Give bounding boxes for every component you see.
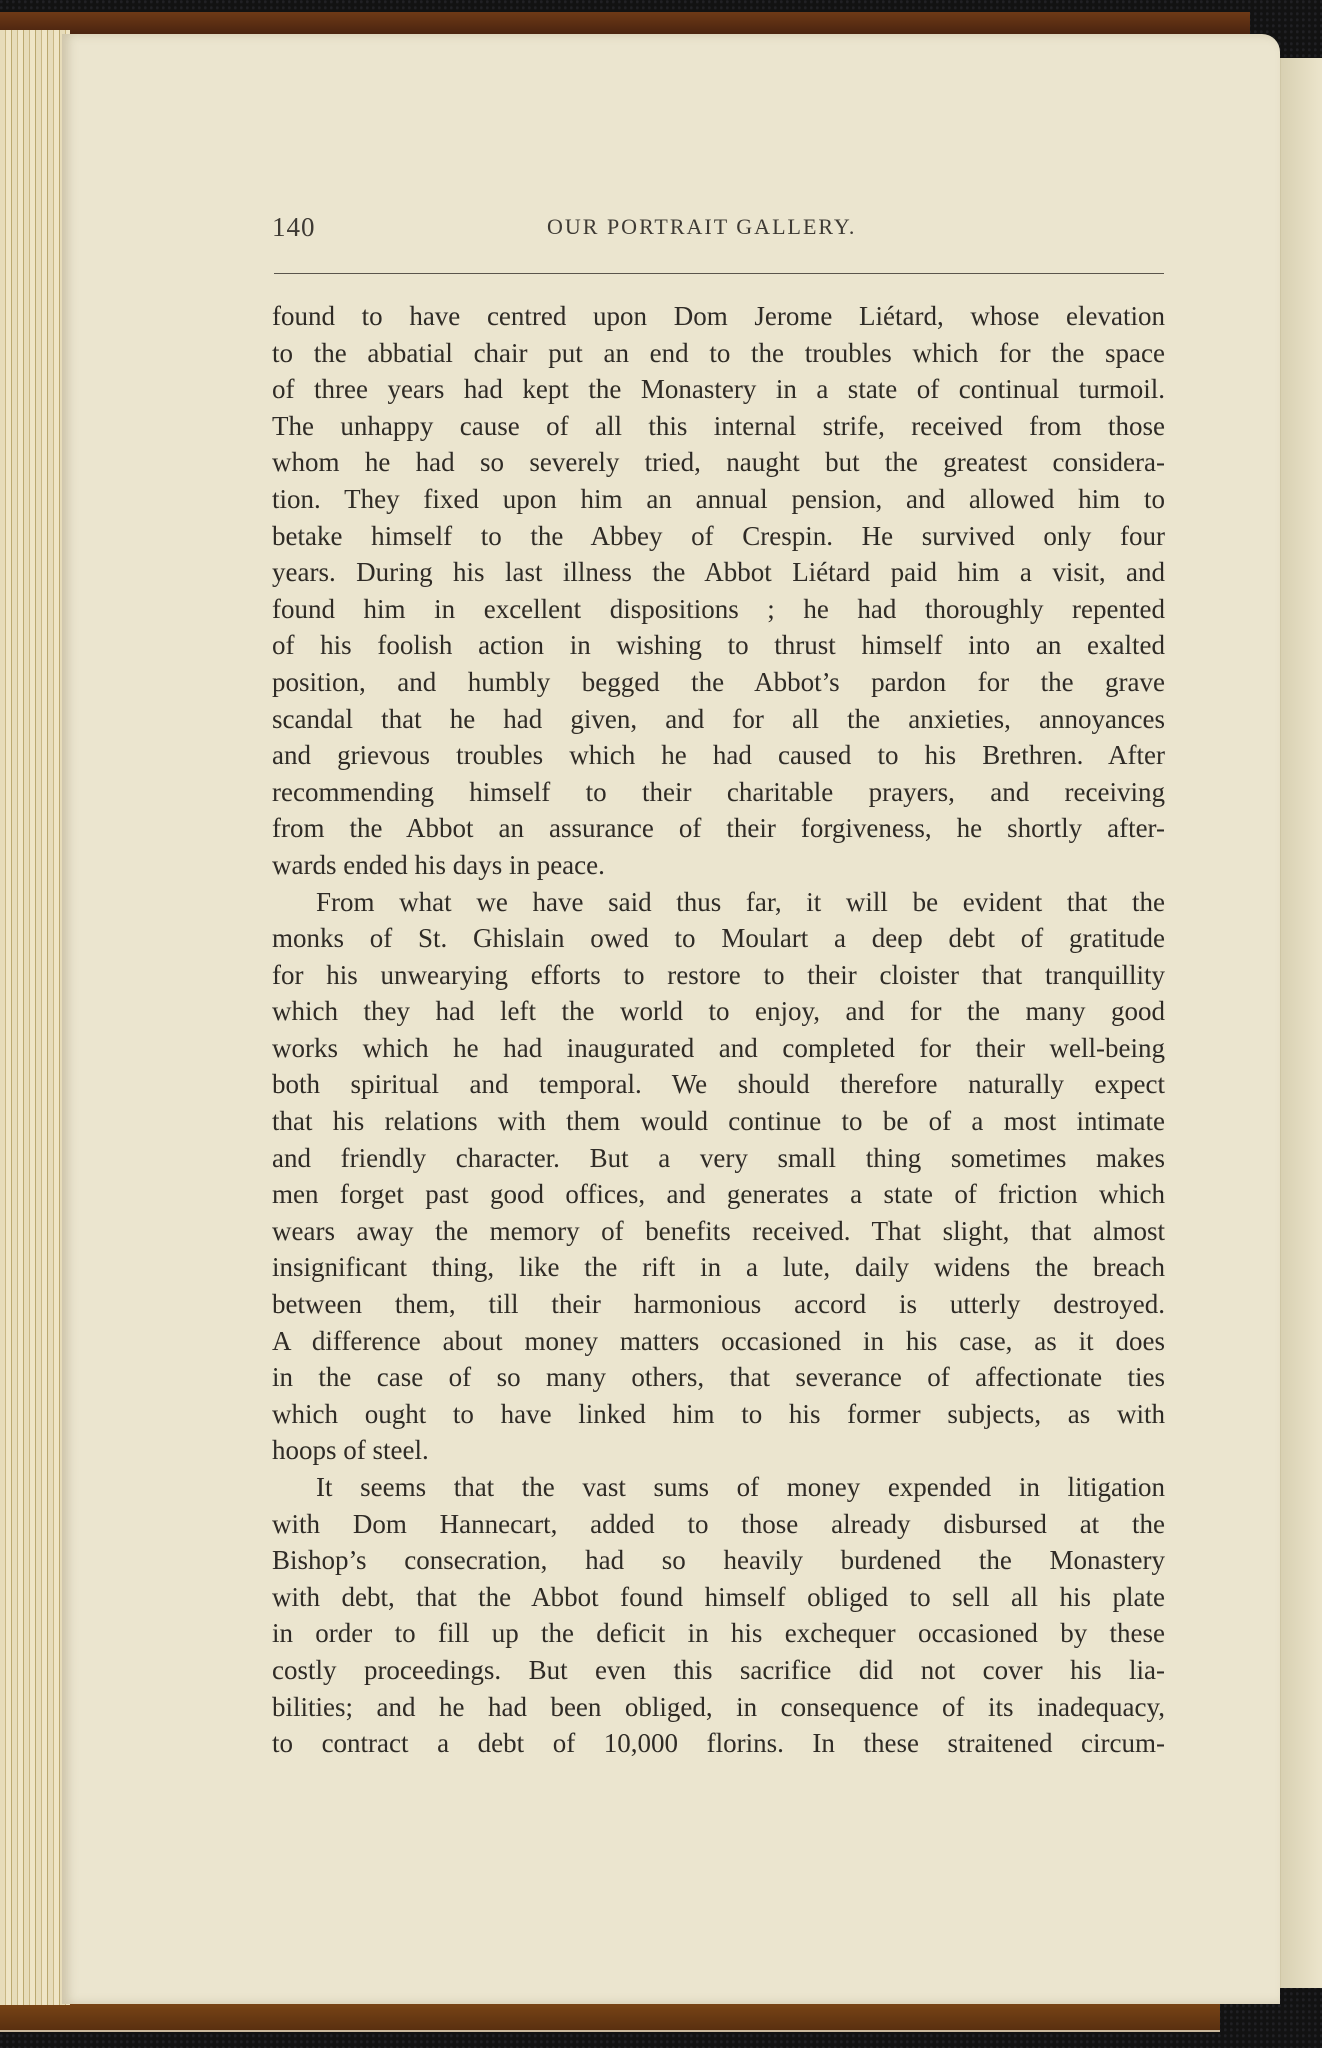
text-line: tion. They fixed upon him an annual pension, and allowed him to xyxy=(272,483,1165,514)
paragraph xyxy=(272,1469,1165,1762)
text-line: wards ended his days in peace. xyxy=(272,849,605,880)
book-cover-top-edge xyxy=(0,12,1250,35)
next-page-edge xyxy=(1280,58,1322,1988)
text-line: and grievous troubles which he had caused to his Brethren. After xyxy=(272,740,1165,771)
page-stack-edges xyxy=(0,30,70,2005)
text-line: which ought to have linked him to his former subjects, as with xyxy=(272,1398,1165,1429)
text-line: From what we have said thus far, it will be evident that the xyxy=(316,886,1165,917)
running-title: OUR PORTRAIT GALLERY. xyxy=(547,214,857,239)
text-line: Bishop’s consecration, had so heavily burdened the Monastery xyxy=(272,1545,1165,1576)
text-line: found to have centred upon Dom Jerome Liétard, whose elevation xyxy=(272,301,1165,331)
text-line: whom he had so severely tried, naught but the greatest considera- xyxy=(272,447,1165,478)
text-line: between them, till their harmonious accord is utterly destroyed. xyxy=(272,1289,1165,1320)
text-line: The unhappy cause of all this internal strife, received from those xyxy=(272,410,1165,441)
text-line: betake himself to the Abbey of Crespin. He survived only four xyxy=(272,520,1165,551)
text-line: men forget past good offices, and generates a state of friction which xyxy=(272,1179,1165,1210)
page-number: 140 xyxy=(272,212,316,242)
text-line: position, and humbly begged the Abbot’s pardon for the grave xyxy=(272,666,1165,697)
text-line: which they had left the world to enjoy, and for the many good xyxy=(272,996,1165,1027)
text-line: years. During his last illness the Abbot Liétard paid him a visit, and xyxy=(272,557,1165,588)
text-line: bilities; and he had been obliged, in consequence of its inadequacy, xyxy=(272,1691,1165,1722)
paragraph xyxy=(272,298,1165,884)
text-line: of three years had kept the Monastery in a state of continual turmoil. xyxy=(272,374,1165,405)
text-line: both spiritual and temporal. We should therefore naturally expect xyxy=(272,1069,1165,1100)
text-line: in the case of so many others, that severance of affectionate ties xyxy=(272,1362,1165,1393)
text-line: found him in excellent dispositions ; he had thoroughly repented xyxy=(272,593,1165,624)
text-line: insignificant thing, like the rift in a lute, daily widens the breach xyxy=(272,1252,1165,1283)
text-line: costly proceedings. But even this sacrifice did not cover his lia- xyxy=(272,1654,1165,1685)
text-line: for his unwearying efforts to restore to their cloister that tranquillity xyxy=(272,959,1165,990)
text-line: and friendly character. But a very small thing sometimes makes xyxy=(272,1142,1165,1173)
text-line: of his foolish action in wishing to thrust himself into an exalted xyxy=(272,630,1165,661)
book-cover-bottom-edge xyxy=(0,2002,1220,2032)
text-line: wears away the memory of benefits received. That slight, that almost xyxy=(272,1215,1165,1246)
text-line: in order to fill up the deficit in his exchequer occasioned by these xyxy=(272,1618,1165,1649)
text-line: to the abbatial chair put an end to the troubles which for the space xyxy=(272,337,1165,368)
text-line: from the Abbot an assurance of their forgiveness, he shortly after- xyxy=(272,813,1165,844)
header-rule xyxy=(274,273,1164,274)
paragraph xyxy=(272,884,1165,1470)
text-line: with Dom Hannecart, added to those already disbursed at the xyxy=(272,1508,1165,1539)
text-line: works which he had inaugurated and completed for their well-being xyxy=(272,1032,1165,1063)
text-line: that his relations with them would continue to be of a most intimate xyxy=(272,1106,1165,1137)
text-line: monks of St. Ghislain owed to Moulart a deep debt of gratitude xyxy=(272,923,1165,954)
running-head xyxy=(272,212,1162,252)
text-line: to contract a debt of 10,000 florins. In these straitened circum- xyxy=(272,1728,1165,1759)
text-line: recommending himself to their charitable prayers, and receiving xyxy=(272,776,1165,807)
text-line: A difference about money matters occasioned in his case, as it does xyxy=(272,1325,1165,1356)
text-line: with debt, that the Abbot found himself obliged to sell all his plate xyxy=(272,1581,1165,1612)
text-line: scandal that he had given, and for all the anxieties, annoyances xyxy=(272,703,1165,734)
text-line: hoops of steel. xyxy=(272,1435,429,1466)
body-text xyxy=(272,298,1165,1762)
text-line: It seems that the vast sums of money expended in litigation xyxy=(316,1472,1165,1502)
